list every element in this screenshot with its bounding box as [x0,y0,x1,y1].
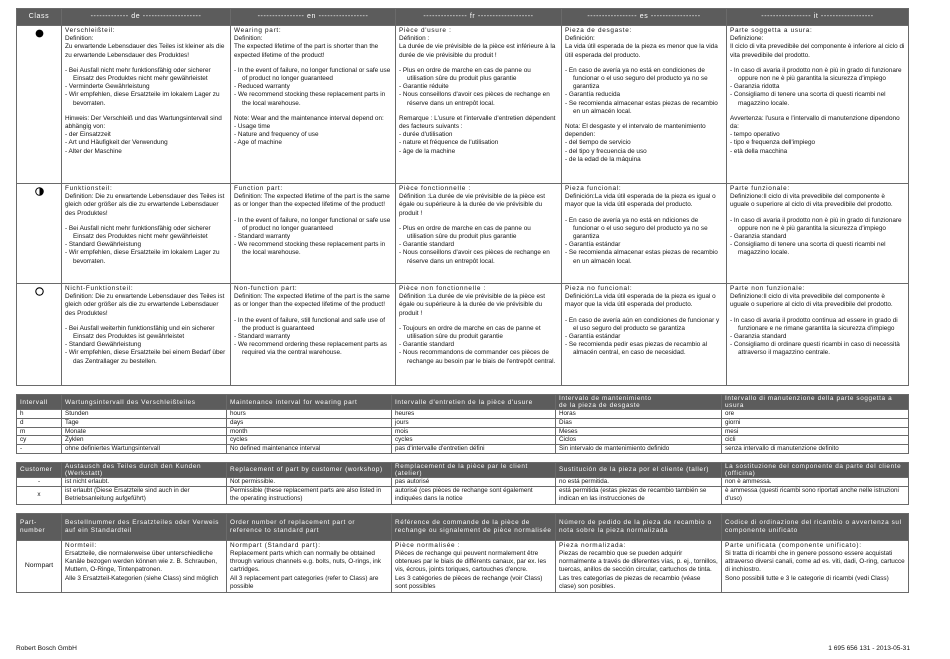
part-type-title: Funktionsteil: [65,185,113,192]
part-type-title: Pieza no funcional: [565,285,633,292]
class-cell-it [727,184,909,284]
parts-classification-sheet [16,8,908,593]
part-definition: Définition :La durée de vie prévisible de la pièce est égale ou supérieure à la durée de vie prévisible du produit ! [399,193,547,217]
table-row [17,486,909,504]
wear-note: Remarque : L'usure et l'intervalle d'entretien dépendent des facteurs suivants : - durée d'utilisation - nature et fréquence de l'utilisation - âge de la machine [399,114,556,155]
normpart-cell-es [556,540,722,592]
table-row [17,445,909,454]
interval-code: m [17,427,62,436]
part-type-title: Verschleißteil: [65,27,116,34]
normpart-title: Pièce normalisée : [395,541,461,549]
part-type-title: Pieza funcional: [565,185,622,192]
normpart-title: Pieza normalizada: [559,541,626,549]
interval-cell: Zyklen [62,436,227,445]
part-definition: Definición:La vida útil esperada de la pieza es igual o mayor que la vida útil esperada del producto. [565,293,718,309]
list-item: - En caso de avería aún en condiciones de funcionar y el uso seguro del producto se garantiza [565,316,720,332]
half-circle-icon [35,191,44,198]
list-item: - In caso di avaria il prodotto non è più in grado di funzionare oppure non ne è più garantita la sicurezza d'impiego [730,66,902,83]
class-row [17,26,909,184]
normpart-text: Si tratta di ricambi che in genere possono essere acquistati attraverso diversi canali, come ad es. viti, dadi, O-ring, cartucce di inchiostro. Sono possibili tutte e 3 le categorie di ricambi (vedi Class) [725,549,905,582]
list-item: - Consigliamo di tenere una scorta di questi ricambi nel magazzino locale. [730,241,886,257]
interval-code: cy [17,436,62,445]
list-item: - In the event of failure, no longer functional or safe use of product no longer guaranteed [234,66,391,83]
normpart-title: Parte unificata (componente unificato): [725,541,862,549]
list-item: - Toujours en ordre de marche en cas de panne et utilisation sûre du produit garantie [399,324,541,341]
customer-code: x [17,486,62,504]
class-cell-de [62,26,231,184]
list-item: - Garantía reducida [565,91,621,99]
part-definition: Definition: Die zu erwartende Lebensdauer des Teiles ist gleich oder größer als die zu erwartende Lebensdauer des Produktes! [65,193,227,217]
interval-code: d [17,418,62,427]
part-type-title: Nicht-Funktionsteil: [65,285,134,292]
part-consequences-list [399,67,558,108]
interval-cell: days [227,418,392,427]
part-definition: Definition: The expected lifetime of the part is the same as or longer than the expected lifetime of the product! [234,193,392,209]
part-definition: Definition: The expected lifetime of the part is the same as or longer than the expected lifetime of the product! [234,293,392,309]
part-type-title: Non-function part: [234,285,298,292]
interval-cell: cycles [392,436,556,445]
part-type-title: Pieza de desgaste: [565,27,632,34]
list-item: - Se recomienda pedir esas piezas de recambio al almacén central, en caso de necesidad. [565,341,708,357]
interval-header-row [17,395,909,410]
part-type-title: Parte funzionale: [730,185,790,192]
interval-cell: pas d'intervalle d'entretien défini [392,445,556,454]
list-item: - Reduced warranty [234,83,290,91]
filled-circle-icon [35,33,44,40]
normpart-title: Normpart (Standard part): [230,541,321,549]
list-item: - Garanzia ridotta [730,83,780,91]
list-item: - Se recomienda almacenar estas piezas de recambio en un almacén local. [565,99,718,115]
list-item: - Standard Gewährleistung [65,341,142,349]
part-consequences-list [65,67,227,108]
class-symbol-cell [17,284,62,386]
part-definition: Definición:La vida útil esperada de la pieza es igual o mayor que la vida útil esperada del producto. [565,193,718,209]
part-type-title: Wearing part: [234,27,282,34]
part-consequences-list [565,217,723,266]
footer-doc-number: 1 695 656 131 - 2013-05-31 [828,645,910,652]
interval-cell: Días [556,418,722,427]
part-definition: Definition: Die zu erwartende Lebensdauer des Teiles ist gleich oder größer als die zu erwartende Lebensdauer des Produktes! [65,293,227,317]
wear-note: Note: Wear and the maintenance interval depend on: - Usage time - Nature and frequency of use - Age of machine [234,114,384,147]
customer-header-es: Sustitución de la pieza por el cliente (taller) [556,462,722,477]
partnumber-header-it: Codice di ordinazione del ricambio o avvertenza sul componente unificato [722,513,909,540]
interval-cell: ohne definiertes Wartungsintervall [62,445,227,454]
class-cell-it [727,26,909,184]
part-consequences-list [565,317,723,358]
class-cell-it [727,284,909,386]
list-item: - Bei Ausfall nicht mehr funktionsfähig oder sicherer Einsatz des Produktes nicht mehr gewährleistet [65,66,211,83]
list-item: - Bei Ausfall weiterhin funktionsfähig und ein sicherer Einsatz des Produktes ist gewährleistet [65,324,215,341]
wear-note: Hinweis: Der Verschleiß und das Wartungsintervall sind abhängig von: - der Einsatzzeit - Art und Häufigkeit der Verwendung - Alter der Maschine [65,114,222,155]
customer-header-de: Austausch des Teiles durch den Kunden (Werkstatt) [62,462,227,477]
customer-header-0: Customer [17,462,62,477]
customer-cell: non è ammessa. [722,477,909,486]
partnumber-header-0: Part- number [17,513,62,540]
list-item: - Nous conseillons d'avoir ces pièces de rechange en réserve dans un entrepôt local. [399,249,550,265]
interval-cell: Meses [556,427,722,436]
customer-cell: ist erlaubt (Diese Ersatzteile sind auch in der Betriebsanleitung aufgeführt) [62,486,227,504]
part-type-title: Parte soggetta a usura: [730,27,813,34]
class-row [17,184,909,284]
list-item: - Verminderte Gewährleistung [65,83,150,91]
customer-table [16,462,909,505]
interval-cell: Tage [62,418,227,427]
part-consequences-list [399,325,558,366]
part-type-title: Parte non funzionale: [730,285,806,292]
interval-header-0: Intervall [17,395,62,410]
interval-cell: Sin intervalo de mantenimiento definido [556,445,722,454]
list-item: - We recommend stocking these replacement parts in the local warehouse. [234,91,386,107]
normpart-label: Normpart [17,540,62,592]
customer-cell: Permissible (these replacement parts are also listed in the operating instructions) [227,486,392,504]
class-table [16,8,909,386]
interval-cell: Monate [62,427,227,436]
list-item: - Nous conseillons d'avoir ces pièces de rechange en réserve dans un entrepôt local. [399,91,550,107]
interval-header-de: Wartungsintervall des Verschleißteiles [62,395,227,410]
table-row [17,427,909,436]
class-cell-fr [396,284,562,386]
interval-cell: ore [722,410,909,419]
part-consequences-list [234,67,392,108]
customer-header-it: La sostituzione del componente da parte del cliente (officina) [722,462,909,477]
interval-header-en: Maintenance interval for wearing part [227,395,392,410]
list-item: - En caso de avería ya no está en ndiciones de funcionar o el uso seguro del producto ya no se garantiza [565,216,708,241]
partnumber-header-row [17,513,909,540]
interval-rows [17,410,909,454]
list-item: - Garantie standard [399,341,455,349]
customer-header-fr: Remplacement de la pièce par le client (atelier) [392,462,556,477]
partnumber-table [16,513,909,593]
part-consequences-list [730,217,905,258]
empty-circle-icon [35,291,44,298]
normpart-text: Replacement parts which can normally be obtained through various channels e.g. bolts, nuts, O-rings, ink cartridges. All 3 replacement part categories (refer to Class) are possible [230,549,381,590]
list-item: - Garantía estándar [565,241,621,249]
part-definition: Definición: La vida útil esperada de la pieza es menor que la vida útil esperada del producto. [565,35,718,59]
list-item: - Bei Ausfall nicht mehr funktionsfähig oder sicherer Einsatz des Produktes nicht mehr gewährleistet [65,224,211,241]
part-type-title: Pièce fonctionnelle : [399,185,471,192]
part-consequences-list [65,325,227,366]
interval-cell: Stunden [62,410,227,419]
part-definition: Definizione:Il ciclo di vita prevedibile del componente è uguale o superiore al ciclo di vita prevedibile del prodotto. [730,293,893,309]
list-item: - Garantía estándar [565,333,621,341]
list-item: - Wir empfehlen, diese Ersatzteile im lokalem Lager zu bevorraten. [65,91,220,107]
interval-cell: mesi [722,427,909,436]
interval-header-es: Intervalo de mantenimiento de la pieza de desgaste [556,395,722,410]
customer-cell: está permitida (estas piezas de recambio también se indican en las instrucciones de [556,486,722,504]
class-symbol-cell [17,26,62,184]
interval-code: h [17,410,62,419]
list-item: - Plus en ordre de marche en cas de panne ou utilisation sûre du produit plus garantie [399,66,531,83]
part-type-title: Pièce d'usure : [399,27,452,34]
list-item: - We recommend ordering these replacement parts as required via the central warehouse. [234,341,387,357]
list-item: - Wir empfehlen, diese Ersatzteile im lokalem Lager zu bevorraten. [65,249,220,265]
list-item: - Standard Gewährleistung [65,241,142,249]
class-cell-en [231,26,396,184]
interval-cell: No defined maintenance interval [227,445,392,454]
lang-header-es: ----------------- es ----------------- [562,9,727,26]
footer-company: Robert Bosch GmbH [16,645,77,652]
table-row [17,477,909,486]
class-cell-es [562,284,727,386]
normpart-cell-de [62,540,227,592]
class-cell-de [62,284,231,386]
part-consequences-list [234,317,392,358]
list-item: - Standard warranty [234,333,291,341]
class-cell-es [562,26,727,184]
class-cell-de [62,184,231,284]
interval-cell: heures [392,410,556,419]
customer-cell: pas autorisé [392,477,556,486]
part-consequences-list [234,217,392,258]
class-cell-fr [396,184,562,284]
lang-header-de: ------------- de -------------------- [62,9,231,26]
list-item: - Consigliamo di ordinare questi ricambi in caso di necessità attraverso il magazzino centrale. [730,341,900,357]
class-row [17,284,909,386]
normpart-cell-en [227,540,392,592]
interval-cell: giorni [722,418,909,427]
interval-cell: Horas [556,410,722,419]
part-type-title: Pièce non fonctionnelle : [399,285,487,292]
part-consequences-list [565,67,723,116]
interval-header-it: Intervallo di manutenzione della parte soggetta a usura [722,395,909,410]
interval-cell: mois [392,427,556,436]
lang-header-fr: --------------- fr ------------------- [396,9,562,26]
list-item: - Garantie standard [399,241,455,249]
partnumber-header-de: Bestellnummer des Ersatzteiles oder Verweis auf ein Standardteil [62,513,227,540]
interval-cell: cicli [722,436,909,445]
customer-header-en: Replacement of part by customer (workshop) [227,462,392,477]
class-rows [17,26,909,386]
interval-table [16,394,909,454]
wear-note: Nota: El desgaste y el intervalo de mantenimiento dependen: - del tiempo de servicio - del tipo y frecuencia de uso - de la edad de la máquina [565,123,706,163]
customer-rows [17,477,909,504]
part-definition: Définition :La durée de vie prévisible de la pièce est égale ou supérieure à la durée de vie prévisible du produit ! [399,293,547,317]
part-definition: Definition: The expected lifetime of the part is shorter than the expected lifetime of the product! [234,35,379,59]
list-item: - Standard warranty [234,233,291,241]
list-item: - Consigliamo di tenere una scorta di questi ricambi nel magazzino locale. [730,91,886,107]
class-header: Class [17,9,62,26]
normpart-cell-it [722,540,909,592]
normpart-row [17,540,909,592]
list-item: - In caso di avaria il prodotto non è più in grado di funzionare oppure non ne è più garantita la sicurezza d'impiego [730,216,902,232]
partnumber-header-en: Order number of replacement part or reference to standard part [227,513,392,540]
part-consequences-list [65,225,227,266]
customer-cell: no está permitida. [556,477,722,486]
customer-cell: Not permissible. [227,477,392,486]
list-item: - Wir empfehlen, diese Ersatzteile bei einem Bedarf über das Zentrallager zu bestellen. [65,349,226,365]
list-item: - Garanzia standard [730,333,787,341]
table-row [17,410,909,419]
list-item: - We recommend stocking these replacement parts in the local warehouse. [234,241,386,257]
class-cell-en [231,184,396,284]
part-consequences-list [399,225,558,266]
normpart-cell-fr [392,540,556,592]
part-definition: Definizione: Il ciclo di vita prevedibile del componente è inferiore al ciclo di vita prevedibile del prodotto. [730,35,905,59]
part-definition: Definizione:Il ciclo di vita prevedibile del componente è uguale o superiore al ciclo di vita prevedibile del prodotto. [730,193,893,209]
table-row [17,436,909,445]
customer-cell: autorisé (ces pièces de rechange sont également indiquées dans la notice [392,486,556,504]
list-item: - Garantie réduite [399,83,449,91]
part-definition: Definition: Zu erwartende Lebensdauer des Teiles ist kleiner als die zu erwartende Lebensdauer des Produktes! [65,35,225,59]
part-consequences-list [730,67,905,108]
interval-cell: cycles [227,436,392,445]
customer-code: - [17,477,62,486]
lang-header-it: ----------------- it ------------------ [727,9,909,26]
list-item: - In the event of failure, still functional and safe use of the product is guaranteed [234,316,385,332]
normpart-text: Piezas de recambio que se pueden adquirir normalmente a través de diferentes vías, p. ej., tornillos, tuercas, anillos de sección circular, cartuchos de tinta. Las tres categorías de piezas de recambio (véase clase) son posibles. [559,549,718,590]
customer-cell: ist nicht erlaubt. [62,477,227,486]
partnumber-header-fr: Référence de commande de la pièce de rechange ou signalement de pièce normalisée [392,513,556,540]
list-item: - In caso di avaria il prodotto continua ad essere in grado di funzionare e ne rimane garantita la sicurezza d'impiego [730,316,898,332]
interval-cell: senza intervallo di manutenzione definito [722,445,909,454]
interval-cell: month [227,427,392,436]
interval-code: - [17,445,62,454]
class-symbol-cell [17,184,62,284]
partnumber-header-es: Número de pedido de la pieza de recambio o nota sobre la pieza normalizada [556,513,722,540]
list-item: - En caso de avería ya no está en condiciones de funcionar o el uso seguro del producto ya no se garantiza [565,66,708,91]
interval-cell: hours [227,410,392,419]
part-type-title: Function part: [234,185,283,192]
class-cell-en [231,284,396,386]
part-definition: Définition : La durée de vie prévisible de la pièce est inférieure à la durée de vie prévisible du produit ! [399,35,556,59]
list-item: - In the event of failure, no longer functional or safe use of product no longer guaranteed [234,216,391,232]
customer-cell: è ammessa (questi ricambi sono riportati anche nelle istruzioni d'uso) [722,486,909,504]
normpart-text: Pièces de rechange qui peuvent normalement être obtenues par le biais de différents canaux, par ex. les vis, écrous, joints toriques, cartouches d'encre. Les 3 catégories de pièces de rechange (voir Class) sont possibles [395,549,547,590]
list-item: - Plus en ordre de marche en cas de panne ou utilisation sûre du produit plus garantie [399,224,531,241]
customer-header-row [17,462,909,477]
interval-cell: Ciclos [556,436,722,445]
list-item: - Nous recommandons de commander ces pièces de rechange au besoin par le biais de l'entrepôt central. [399,349,556,365]
class-cell-es [562,184,727,284]
table-row [17,418,909,427]
part-consequences-list [730,317,905,358]
interval-header-fr: Intervalle d'entretien de la pièce d'usure [392,395,556,410]
class-header-row [17,9,909,26]
interval-cell: jours [392,418,556,427]
class-cell-fr [396,26,562,184]
lang-header-en: ---------------- en ----------------- [231,9,396,26]
normpart-text: Ersatzteile, die normalerweise über unterschiedliche Kanäle bezogen werden können wie z. B. Schrauben, Muttern, O-Ringe, Tintenpatronen. Alle 3 Ersatzteil-Kategorien (siehe Class) sind möglich [65,549,219,582]
list-item: - Se recomienda almacenar estas piezas de recambio en un almacén local. [565,249,718,265]
normpart-title: Normteil: [65,541,97,549]
list-item: - Garanzia standard [730,233,787,241]
wear-note: Avvertenza: l'usura e l'intervallo di manutenzione dipendono da: - tempo operativo - tipo e frequenza dell'impiego - età della macchina [730,114,900,155]
